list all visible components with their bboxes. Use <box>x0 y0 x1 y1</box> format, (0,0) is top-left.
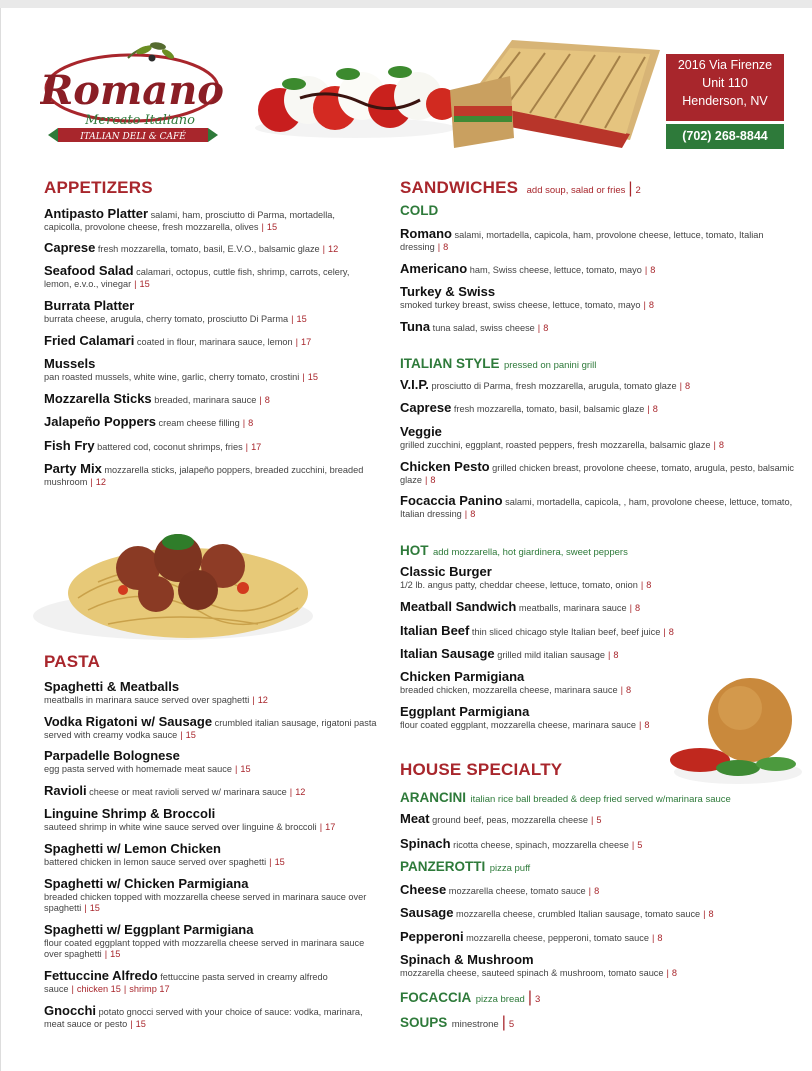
address-city: Henderson, NV <box>682 94 768 108</box>
price-separator: | <box>640 579 644 590</box>
price-separator: | <box>84 903 87 913</box>
price-separator: | <box>607 650 611 660</box>
menu-item <box>400 493 796 520</box>
menu-item-description: meatballs, marinara sauce <box>516 603 627 613</box>
cold-heading: COLD <box>400 203 439 218</box>
price-separator: | <box>437 241 441 252</box>
menu-item-name: Mussels <box>44 356 96 371</box>
menu-item-description: ricotta cheese, spinach, mozzarella cheese <box>450 840 629 850</box>
hot-header <box>400 542 628 560</box>
italian-style-heading: ITALIAN STYLE <box>400 356 500 371</box>
price-separator: | <box>291 313 294 324</box>
menu-item-price: 8 <box>443 241 449 252</box>
menu-item-name: Italian Sausage <box>400 646 495 661</box>
menu-item-price: 8 <box>594 886 600 896</box>
price-separator: | <box>134 278 137 289</box>
menu-item <box>400 564 700 591</box>
price-separator: | <box>590 815 594 825</box>
price-separator: | <box>302 371 305 382</box>
menu-item-price: 8 <box>668 627 674 637</box>
menu-item <box>44 714 380 741</box>
hot-note: add mozzarella, hot giardinera, sweet peppers <box>432 547 628 558</box>
menu-item <box>44 783 380 799</box>
menu-item-name: Cheese <box>400 882 447 897</box>
menu-item-description: tuna salad, swiss cheese <box>430 323 535 333</box>
focaccia-row: FOCACCIA pizza bread | 3 <box>400 989 541 1006</box>
sandwiches-heading: SANDWICHES <box>400 178 519 197</box>
price-separator: | <box>269 856 272 867</box>
menu-item <box>44 1003 380 1030</box>
menu-item-price: 15 <box>296 313 307 324</box>
menu-item-name: Fettuccine Alfredo <box>44 968 158 983</box>
menu-item-description: salami, mortadella, capicola, , ham, provolone cheese, lettuce, tomato, Italian dressing <box>400 497 793 519</box>
italian-style-note: pressed on panini grill <box>503 360 597 371</box>
menu-item <box>44 391 374 407</box>
romano-logo <box>40 38 235 148</box>
menu-item <box>44 922 380 961</box>
menu-item <box>44 298 374 325</box>
menu-item <box>44 263 374 290</box>
menu-item <box>400 704 700 731</box>
menu-item <box>400 836 796 852</box>
price-separator: | <box>252 694 255 705</box>
price-separator: | <box>620 684 623 695</box>
menu-item-description: breaded chicken, mozzarella cheese, marinara sauce <box>400 684 618 695</box>
menu-item-price: 12 <box>257 694 268 705</box>
menu-item-price: 8 <box>430 474 436 485</box>
menu-item-description: ham, Swiss cheese, lettuce, tomato, mayo <box>467 265 642 275</box>
soups-row: SOUPS minestrone | 5 <box>400 1014 515 1031</box>
price-separator: | <box>631 840 635 850</box>
price-separator: | <box>703 909 706 919</box>
price-separator: | <box>663 627 666 637</box>
menu-item-name: Classic Burger <box>400 564 492 579</box>
menu-item-description: fresh mozzarella, tomato, basil, E.V.O., balsamic glaze <box>95 244 320 254</box>
menu-item-name: Americano <box>400 261 468 276</box>
price-separator: | <box>643 299 646 310</box>
menu-item-name: Burrata Platter <box>44 298 135 313</box>
sandwiches-header: SANDWICHES add soup, salad or fries | 2 <box>400 178 641 197</box>
menu-item-price: 17 <box>301 337 312 347</box>
price-separator: | <box>104 949 108 959</box>
price-separator: | <box>242 418 246 428</box>
menu-item-description: breaded, marinara sauce <box>151 395 257 405</box>
menu-item <box>44 414 374 430</box>
menu-item-price: 15 <box>89 903 100 913</box>
price-separator: | <box>322 244 326 254</box>
menu-item-price: 8 <box>264 395 270 405</box>
menu-item-name: Caprese <box>400 400 452 415</box>
menu-item-price: 8 <box>644 719 650 730</box>
price-separator: | <box>713 439 716 450</box>
menu-item <box>400 811 796 827</box>
price-separator: | <box>319 821 323 832</box>
menu-item-price: 15 <box>240 763 251 774</box>
menu-item <box>400 400 796 416</box>
menu-item-price: 15 <box>185 729 196 740</box>
menu-item-price: 8 <box>470 508 476 519</box>
menu-item-description: smoked turkey breast, swiss cheese, lettuce, tomato, mayo <box>400 299 641 310</box>
price-separator: | <box>90 476 93 487</box>
menu-item-name: Antipasto Platter <box>44 206 149 221</box>
menu-item-price: 5 <box>596 815 602 825</box>
menu-item <box>44 438 374 454</box>
menu-item-name: Italian Beef <box>400 623 470 638</box>
menu-item-description: cream cheese filling <box>155 418 240 428</box>
menu-item-name: Fish Fry <box>44 438 95 453</box>
menu-item-name: Meatball Sandwich <box>400 599 517 614</box>
menu-item-description: grilled zucchini, eggplant, roasted peppers, fresh mozzarella, balsamic glaze <box>400 439 711 450</box>
sandwiches-note-price: 2 <box>635 185 641 196</box>
price-separator: | <box>629 603 633 613</box>
phone-number[interactable]: (702) 268-8844 <box>666 124 784 149</box>
price-separator: | <box>647 404 650 414</box>
menu-item-price: 15 <box>274 856 285 867</box>
price-separator: | <box>234 763 238 774</box>
menu-item-price: 12 <box>328 244 339 254</box>
top-strip <box>0 0 812 8</box>
menu-item-price: 8 <box>543 323 549 333</box>
caprese-photo <box>250 38 460 143</box>
menu-item-description: grilled chicken breast, provolone cheese, tomato, arugula, pesto, balsamic glaze <box>400 463 794 485</box>
menu-item <box>400 226 796 253</box>
menu-item-name: Seafood Salad <box>44 263 134 278</box>
price-separator: | <box>679 381 682 391</box>
menu-item-name: Parpadelle Bolognese <box>44 748 180 763</box>
menu-item <box>400 646 700 662</box>
menu-item-price: 15 <box>110 949 121 959</box>
menu-item-description: burrata cheese, arugula, cherry tomato, prosciutto Di Parma <box>44 313 289 324</box>
menu-item <box>400 261 796 277</box>
house-specialty-heading: HOUSE SPECIALTY <box>400 760 563 779</box>
menu-item-description: salami, mortadella, capicola, ham, provolone cheese, lettuce, tomato, Italian dressing <box>400 230 764 252</box>
menu-item-description: mozzarella cheese, crumbled Italian sausage, tomato sauce <box>453 909 701 919</box>
appetizers-heading: APPETIZERS <box>44 178 153 197</box>
menu-item-price: 8 <box>657 933 663 943</box>
menu-item-price: 17 <box>251 442 262 452</box>
menu-item-name: Focaccia Panino <box>400 493 503 508</box>
menu-item-description: grilled mild italian sausage <box>494 650 605 660</box>
menu-item <box>44 968 380 995</box>
menu-item-description: battered chicken in lemon sauce served over spaghetti <box>44 856 267 867</box>
menu-item-name: Eggplant Parmigiana <box>400 704 530 719</box>
menu-item-price: 12 <box>295 787 306 797</box>
menu-item-description: mozzarella cheese, tomato sauce <box>446 886 586 896</box>
price-separator: | <box>651 933 655 943</box>
address-box <box>666 54 784 121</box>
menu-item-description: mozzarella cheese, pepperoni, tomato sauce <box>463 933 649 943</box>
menu-item-description: battered cod, coconut shrimps, fries <box>94 442 243 452</box>
menu-item-name: Spinach & Mushroom <box>400 952 534 967</box>
menu-item-name: Vodka Rigatoni w/ Sausage <box>44 714 213 729</box>
menu-item-description: fettuccine pasta served in creamy alfredo sauce <box>44 972 328 994</box>
menu-item-price: 5 <box>637 840 643 850</box>
menu-item-name: Caprese <box>44 240 96 255</box>
menu-item-price: 17 <box>325 821 336 832</box>
panzerotti-note: pizza puff <box>489 863 531 874</box>
price-separator: | <box>588 886 592 896</box>
menu-item-price: 8 <box>613 650 619 660</box>
menu-item-description: cheese or meat ravioli served w/ marinara sauce <box>86 787 287 797</box>
menu-item-name: Chicken Pesto <box>400 459 490 474</box>
menu-item <box>44 461 374 488</box>
menu-item-description: pan roasted mussels, white wine, garlic, cherry tomato, crostini <box>44 371 300 382</box>
menu-item-description: prosciutto di Parma, fresh mozzarella, arugula, tomato glaze <box>428 381 677 391</box>
logo-subtitle-text: ITALIAN DELI & CAFÉ <box>80 132 186 142</box>
price-separator: | <box>245 442 249 452</box>
price-separator: | <box>261 221 264 232</box>
menu-item-price: 8 <box>671 967 678 978</box>
menu-item-name: Chicken Parmigiana <box>400 669 525 684</box>
menu-item-description: breaded chicken topped with mozzarella cheese served in marinara sauce over spaghetti <box>44 891 367 913</box>
menu-item-name: Romano <box>400 226 452 241</box>
menu-item-description: meatballs in marinara sauce served over spaghetti <box>44 694 250 705</box>
menu-item-price: 15 <box>307 371 318 382</box>
menu-item <box>44 748 380 775</box>
menu-item-name: Spaghetti & Meatballs <box>44 679 180 694</box>
price-separator: | <box>464 508 468 519</box>
menu-item <box>44 876 380 915</box>
menu-item-name: Gnocchi <box>44 1003 97 1018</box>
menu-item-name: Spinach <box>400 836 451 851</box>
menu-item-description: salami, ham, prosciutto di Parma, mortadella, capicolla, provolone cheese, fresh mozzarella, olives <box>44 210 335 232</box>
menu-item <box>400 623 700 639</box>
menu-item-description: fresh mozzarella, tomato, basil, balsamic glaze <box>451 404 645 414</box>
menu-item-name: Linguine Shrimp & Broccoli <box>44 806 216 821</box>
menu-item-name: Ravioli <box>44 783 87 798</box>
menu-item-description: flour coated eggplant, mozzarella cheese, marinara sauce <box>400 719 636 730</box>
menu-item-name: V.I.P. <box>400 377 429 392</box>
menu-item-price: 8 <box>635 603 641 613</box>
price-separator: | <box>666 967 669 978</box>
price-separator: | <box>424 474 428 485</box>
menu-item-description: thin sliced chicago style Italian beef, beef juice <box>469 627 661 637</box>
price-separator: | <box>644 265 648 275</box>
menu-item-name: Spaghetti w/ Chicken Parmigiana <box>44 876 249 891</box>
menu-item-description: mozzarella cheese, sauteed spinach & mushroom, tomato sauce <box>400 967 664 978</box>
soups-price: 5 <box>508 1019 515 1030</box>
soups-note: minestrone <box>451 1019 499 1030</box>
menu-item-description: ground beef, peas, mozzarella cheese <box>429 815 588 825</box>
focaccia-price: 3 <box>534 994 541 1005</box>
price-separator: | <box>638 719 642 730</box>
price-separator: | <box>295 337 299 347</box>
menu-item <box>44 356 374 383</box>
hot-heading: HOT <box>400 543 429 558</box>
menu-item-name: Spaghetti w/ Eggplant Parmigiana <box>44 922 254 937</box>
menu-item <box>44 206 374 233</box>
price-separator: | <box>259 395 262 405</box>
spaghetti-meatballs-photo <box>28 498 318 648</box>
menu-item <box>400 905 796 921</box>
menu-item-price: 8 <box>708 909 714 919</box>
menu-item-price: 15 <box>139 278 150 289</box>
price-separator: | <box>289 787 293 797</box>
panzerotti-header <box>400 858 530 876</box>
menu-item-description: crumbled italian sausage, rigatoni pasta served with creamy vodka sauce <box>44 718 377 740</box>
address-street: 2016 Via Firenze <box>677 58 773 72</box>
price-separator: | <box>71 983 74 994</box>
price-separator: | <box>130 1018 133 1029</box>
menu-item-description: sauteed shrimp in white wine sauce served over linguine & broccoli <box>44 821 317 832</box>
menu-item-description: potato gnocci served with your choice of sauce: vodka, marinara, meat sauce or pesto <box>44 1007 363 1029</box>
arancini-header <box>400 789 731 807</box>
menu-item-price: 8 <box>248 418 254 428</box>
menu-item-price: 8 <box>646 579 652 590</box>
menu-item <box>400 669 700 696</box>
menu-item-price: 8 <box>684 381 691 391</box>
menu-item-description: mozzarella sticks, jalapeño poppers, breaded zucchini, breaded mushroom <box>44 465 364 487</box>
menu-item <box>44 679 380 706</box>
menu-item <box>400 377 796 393</box>
menu-item-price: 8 <box>625 684 632 695</box>
price-separator: | <box>123 983 127 994</box>
menu-item-name: Meat <box>400 811 430 826</box>
menu-item-price: 15 <box>135 1018 146 1029</box>
menu-item <box>400 319 796 335</box>
menu-item-price: 15 <box>266 221 278 232</box>
menu-item <box>400 424 796 451</box>
menu-item-name: Fried Calamari <box>44 333 135 348</box>
menu-item-name: Jalapeño Poppers <box>44 414 156 429</box>
menu-item-name: Tuna <box>400 319 431 334</box>
menu-item-name: Sausage <box>400 905 454 920</box>
menu-item <box>400 599 700 615</box>
menu-item-name: Pepperoni <box>400 929 464 944</box>
menu-item <box>44 240 374 256</box>
panzerotti-heading: PANZEROTTI <box>400 859 486 874</box>
menu-item-name: Veggie <box>400 424 442 439</box>
focaccia-note: pizza bread <box>475 994 525 1005</box>
menu-item-price: 8 <box>648 299 655 310</box>
price-separator: | <box>180 729 183 740</box>
menu-item-price: 8 <box>652 404 658 414</box>
menu-item <box>44 841 380 868</box>
italian-style-header <box>400 355 596 373</box>
menu-item <box>400 284 796 311</box>
arancini-note: italian rice ball breaded & deep fried served w/marinara sauce <box>470 794 731 805</box>
menu-item-description: egg pasta served with homemade meat sauce <box>44 763 232 774</box>
menu-item <box>44 333 374 349</box>
soups-heading: SOUPS <box>400 1015 448 1030</box>
logo-name-text: Romano <box>40 67 224 114</box>
menu-item-description: flour coated eggplant topped with mozzarella cheese served in marinara sauce over spaghetti <box>44 937 365 959</box>
price-separator: | <box>537 323 541 333</box>
menu-item-name: Spaghetti w/ Lemon Chicken <box>44 841 221 856</box>
menu-item <box>400 929 796 945</box>
menu-item <box>400 459 796 486</box>
menu-item-name: Mozzarella Sticks <box>44 391 152 406</box>
menu-item-description: 1/2 lb. angus patty, cheddar cheese, lettuce, tomato, onion <box>400 579 638 590</box>
focaccia-heading: FOCACCIA <box>400 990 472 1005</box>
menu-item-price: chicken 15 <box>76 983 121 994</box>
pasta-heading: PASTA <box>44 652 101 671</box>
menu-item-description: calamari, octopus, cuttle fish, shrimp, carrots, celery, lemon, e.v.o., vinegar <box>44 267 350 289</box>
arancini-photo <box>668 668 812 788</box>
menu-item-price: 8 <box>650 265 656 275</box>
menu-item-price: 12 <box>95 476 107 487</box>
menu-item <box>400 882 796 898</box>
logo-tagline-text: Mercato Italiano <box>85 113 195 128</box>
menu-item-description: coated in flour, marinara sauce, lemon <box>134 337 293 347</box>
panini-photo <box>450 30 665 152</box>
menu-item-price: 8 <box>718 439 725 450</box>
arancini-heading: ARANCINI <box>400 790 466 805</box>
menu-item-name: Turkey & Swiss <box>400 284 496 299</box>
menu-item <box>400 952 796 979</box>
menu-item-price: shrimp 17 <box>129 983 170 994</box>
menu-item <box>44 806 380 833</box>
sandwiches-note: add soup, salad or fries <box>526 185 626 196</box>
address-unit: Unit 110 <box>702 76 748 90</box>
menu-item-name: Party Mix <box>44 461 102 476</box>
